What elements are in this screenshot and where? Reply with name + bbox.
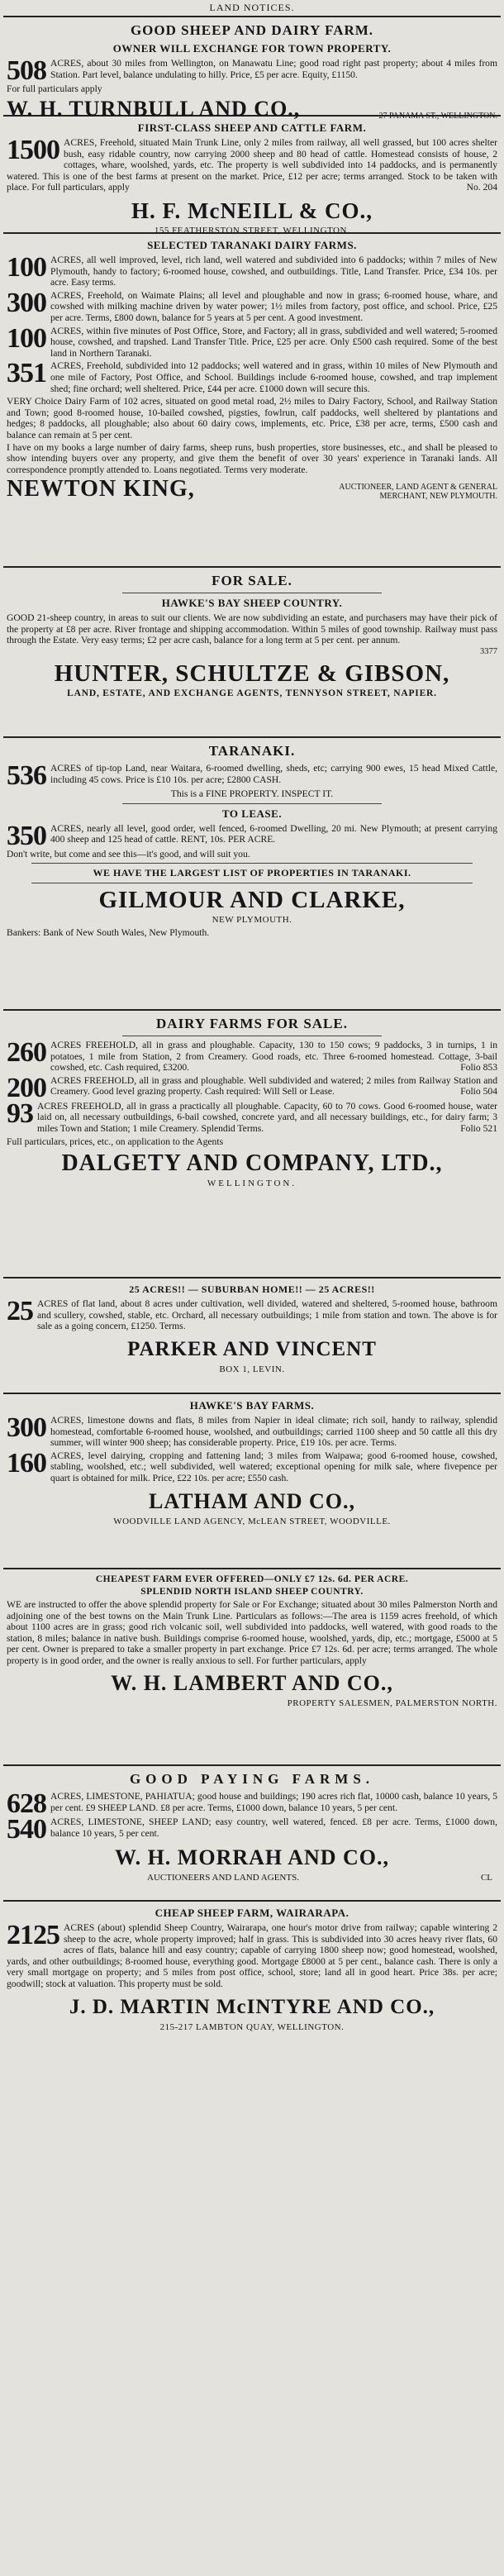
listing-text: ACRES, all well improved, level, rich land, well watered and subdivided into 6 paddocks; within 7 miles of New Plymouth, handy to factory; 6-roomed house, cowshed, and outbuildings. Title, Land Transfer. Price, £34 10s. per acre. Easy terms. xyxy=(50,255,497,288)
firm-name: LATHAM AND CO., xyxy=(149,1488,355,1513)
firm-name: PARKER AND VINCENT xyxy=(127,1337,377,1360)
ad-title: TARANAKI. xyxy=(208,743,296,759)
acreage-figure: 25 xyxy=(7,1296,33,1326)
acreage-figure: 160 xyxy=(7,1447,46,1478)
acreage-figure: 93 xyxy=(7,1098,33,1129)
listing xyxy=(7,137,497,193)
folio-ref: Folio 853 xyxy=(460,1062,497,1074)
ad-title: GOOD SHEEP AND DAIRY FARM. xyxy=(130,22,374,38)
listing xyxy=(7,252,497,288)
acreage-figure: 351 xyxy=(7,358,46,389)
ad-title: HAWKE'S BAY FARMS. xyxy=(189,1399,315,1412)
firm-address: NEW PLYMOUTH. xyxy=(212,915,292,926)
ad-title: 25 ACRES!! — SUBURBAN HOME!! — 25 ACRES!! xyxy=(129,1283,375,1295)
divider xyxy=(122,803,382,804)
acreage-figure: 100 xyxy=(7,252,46,283)
firm-name: GILMOUR AND CLARKE, xyxy=(98,887,406,914)
listing-note: Don't write, but come and see this—it's good, and will suit you. xyxy=(7,848,250,859)
listing xyxy=(7,360,497,394)
listing-text: ACRES, within five minutes of Post Office, Store, and Factory; all in grass, subdivided and well watered; 5-roomed house, cowshed, and trapshed. Land Transfer Title. Price, £25 per acre. Only £500 cash required. Some of the best land in Northern Taranaki. xyxy=(50,325,497,359)
listing-text: ACRES FREEHOLD, all in grass and ploughable. Capacity, 130 to 150 cows; 9 paddocks, 3 in turnips, 1 in potatoes, 1 mile from Station, 2 from Creamery. Good roads, etc. Three 6-roomed homestead. Cottage, 3-bail cowshed, etc. Cash required, £3200. xyxy=(50,1040,497,1074)
ad-title: FOR SALE. xyxy=(212,573,292,588)
listing xyxy=(7,287,497,324)
bankers-line: Bankers: Bank of New South Wales, New Plymouth. xyxy=(7,927,210,939)
firm-footer xyxy=(7,1873,497,1883)
ad-title: CHEAPEST FARM EVER OFFERED—ONLY £7 12s. 6d. PER ACRE. xyxy=(95,1574,409,1584)
listing-text: ACRES (about) splendid Sheep Country, Wairarapa, one hour's motor drive from railway; capable wintering 2 sheep to the acre, whole property improved; half in grass. This is subdivided into 30 acres heavy river flats, 60 acres of flats, balance hill and easy country; capable of carrying 1800 sheep now; good homestead, woolshed, yards, and other outbuildings; 8-roomed house, everything good. Mortgage £8000 at 5 per cent., balance cash. There is only a very small mortgage on property; and 5 miles from post office, school, store; land all in good heart. Price 38s. per acre; goodwill; stock at valuation. This property must be sold. xyxy=(7,1922,497,1989)
listing-text: ACRES FREEHOLD, all in grass a practically all ploughable. Capacity, 60 to 70 cows. Good 6-roomed house, water laid on, all necessary outbuildings, 6-bail cowshed, concrete yard, and all necessary buildings, etc., for dairy farm; 3 miles Town and Station; 1 mile Creamery. Splendid Terms. xyxy=(37,1100,497,1134)
listing xyxy=(7,1412,497,1449)
firm-name: W. H. MORRAH AND CO., xyxy=(114,1845,390,1869)
folio-ref: No. 204 xyxy=(466,182,497,193)
firm-name: DALGETY AND COMPANY, LTD., xyxy=(61,1150,443,1177)
listing xyxy=(7,322,497,359)
newspaper-page xyxy=(2,0,502,2057)
banner: WE HAVE THE LARGEST LIST OF PROPERTIES IN TARANAKI. xyxy=(93,867,411,879)
ad-title: CHEAP SHEEP FARM, WAIRARAPA. xyxy=(155,1907,349,1919)
firm-name: W. H. LAMBERT AND CO., xyxy=(111,1670,393,1695)
listing-text: ACRES FREEHOLD, all in grass and ploughable. Well subdivided and watered; 2 miles from Railway Station and Creamery. Good level grazing property. Cash required: Will Sell or Lease. xyxy=(50,1074,497,1098)
listing-text: ACRES, LIMESTONE, SHEEP LAND; easy country, well watered, fenced. £8 per acre. Terms, £1000 down, balance 10 years, 5 per cent. xyxy=(50,1817,497,1839)
acreage-figure: 1500 xyxy=(7,135,59,165)
firm-block xyxy=(7,98,497,121)
listing xyxy=(7,760,497,791)
acreage-figure: 628 xyxy=(7,1788,46,1819)
firm-address: 27 PANAMA ST., WELLINGTON. xyxy=(378,111,497,121)
ad-title: FIRST-CLASS SHEEP AND CATTLE FARM. xyxy=(137,121,367,134)
page-header: LAND NOTICES. xyxy=(209,2,295,13)
ad-subtitle: OWNER WILL EXCHANGE FOR TOWN PROPERTY. xyxy=(112,42,392,55)
ad-title: GOOD PAYING FARMS. xyxy=(129,1771,375,1787)
ad-mcneill xyxy=(3,115,501,236)
listing-note: This is a FINE PROPERTY. INSPECT IT. xyxy=(170,788,334,799)
firm-address: AUCTIONEER, LAND AGENT & GENERAL MERCHANT, NEW PLYMOUTH. xyxy=(339,483,497,502)
listing xyxy=(7,1298,497,1332)
column-tag: CL xyxy=(480,1873,492,1883)
listing-text: ACRES, nearly all level, good order, well fenced, 6-roomed Dwelling, 20 mi. New Plymouth; at present carrying 400 sheep and 125 head of cattle. RENT, 10s. PER ACRE. xyxy=(50,822,497,845)
firm-block xyxy=(7,478,497,501)
ad-title: DAIRY FARMS FOR SALE. xyxy=(156,1016,348,1031)
acreage-figure: 2125 xyxy=(7,1920,59,1950)
listing-extra: I have on my books a large number of dairy farms, sheep runs, bush properties, store businesses, etc., and shall be pleased to show intending buyers over any property, and give them the benefit of over 30 years' experience in Taranaki lands. All correspondence promptly attended to. Loans negotiated. Terms very moderate. xyxy=(7,441,497,475)
listing-text: ACRES, about 30 miles from Wellington, on Manawatu Line; good road right past property; about 4 miles from Station. Part level, balance undulating to hilly. Price, £5 per acre. Equity, £1150. xyxy=(50,58,497,80)
listing-text: ACRES, LIMESTONE, PAHIATUA; good house and buildings; 190 acres rich flat, 10000 cash, balance 10 years, 5 per cent. £9 SHEEP LAND. £8 per acre. Terms, £1000 down, balance 10 years, 5 per cent. xyxy=(50,1791,497,1813)
listing xyxy=(7,55,497,86)
listing xyxy=(7,1814,497,1845)
acreage-figure: 300 xyxy=(7,1412,46,1443)
listing xyxy=(7,1072,497,1103)
firm-address: BOX 1, LEVIN. xyxy=(219,1364,285,1374)
acreage-figure: 300 xyxy=(7,287,46,318)
listing-text: ACRES, Freehold, on Waimate Plains; all level and ploughable and now in grass; 6-roomed house, whare, and cowshed with milking machine driven by water power; 1½ miles from factory, post office, and school. Price, £25 per acre. Terms, £800 down, balance for 5 years at 5 per cent. A good investment. xyxy=(50,289,497,323)
acreage-figure: 350 xyxy=(7,820,46,851)
divider xyxy=(31,863,473,864)
acreage-figure: 260 xyxy=(7,1037,46,1068)
listing xyxy=(7,820,497,851)
folio-ref: Folio 521 xyxy=(460,1122,497,1134)
firm-address: 155 FEATHERSTON STREET, WELLINGTON. xyxy=(154,225,350,236)
firm-address: WELLINGTON. xyxy=(207,1178,297,1189)
ad-subtitle: TO LEASE. xyxy=(221,807,283,820)
ad-gilmour-clarke xyxy=(3,736,501,1009)
ad-title: SELECTED TARANAKI DAIRY FARMS. xyxy=(147,239,357,251)
ad-turnbull xyxy=(3,16,501,121)
firm-name: HUNTER, SCHULTZE & GIBSON, xyxy=(54,659,450,687)
firm-address: WOODVILLE LAND AGENCY, McLEAN STREET, WOODVILLE. xyxy=(113,1516,391,1526)
acreage-figure: 540 xyxy=(7,1814,46,1845)
firm-name: H. F. McNEILL & CO., xyxy=(131,198,373,223)
ad-latham xyxy=(3,1393,501,1568)
ad-newton-king xyxy=(3,232,501,566)
firm-name: J. D. MARTIN McINTYRE AND CO., xyxy=(69,1995,435,2018)
listing xyxy=(7,1788,497,1819)
listing-note: For full particulars apply xyxy=(7,83,102,94)
listing xyxy=(7,1922,497,1990)
acreage-figure: 508 xyxy=(7,55,46,86)
listing xyxy=(7,1098,497,1135)
listing-text: ACRES, limestone downs and flats, 8 miles from Napier in ideal climate; rich soil, handy to railway, splendid homestead, comfortable 6-roomed house, woolshed, and outbuildings; carried 1100 sheep and 50 cattle all this dry summer, will winter 900 sheep; has considerable property. Price, £19 10s. per acre. Terms. xyxy=(50,1415,497,1449)
ad-subtitle: SPLENDID NORTH ISLAND SHEEP COUNTRY. xyxy=(140,1587,364,1597)
listing-text: ACRES of flat land, about 8 acres under cultivation, well divided, watered and sheltered, 5-roomed house, bathroom and scullery, cowshed, stable, etc. Orchard, all necessary outbuildings; 1 mile from station and town. The above is for sale as a going concern, £1250. Terms. xyxy=(37,1298,497,1332)
ad-dalgety xyxy=(3,1009,501,1277)
ad-parker-vincent xyxy=(3,1277,501,1393)
ad-lambert xyxy=(3,1568,501,1764)
acreage-figure: 100 xyxy=(7,322,46,354)
listing xyxy=(7,1447,497,1484)
listing-text: WE are instructed to offer the above splendid property for Sale or For Exchange; situated about 30 miles Palmerston North and adjoining one of the best towns on the Main Trunk Line. Particulars as follows:—The area is 1159 acres freehold, of which about 1100 acres are in grass; good rich volcanic soil, well subdivided into paddocks, well watered, with good roads to the station, 8 miles; balance in native bush. Buildings comprise 6-roomed house, woolshed, yards, dip, etc.; mortgage, £5000 at 5 per cent. Owner is prepared to take a smaller property in part exchange. Price £7 12s. 6d. per acre; terms arranged. The whole property is in good order, and the owner is really anxious to sell. For further particulars, apply xyxy=(7,1599,497,1666)
firm-address: 215-217 LAMBTON QUAY, WELLINGTON. xyxy=(159,2021,345,2032)
listing-extra: VERY Choice Dairy Farm of 102 acres, situated on good metal road, 2½ miles to Dairy Factory, School, and Railway Station and Town; good 8-roomed house, 10-bailed cowshed, pigsties, fowlrun, calf paddocks, well sheltered by plantations and hedges; 8 paddocks, all ploughable; also about 60 dairy cows, implements, etc. Price, £38 per acre, terms, £500 cash and balance can remain at 5 per cent. xyxy=(7,396,497,440)
listing-text: ACRES, Freehold, subdivided into 12 paddocks; well watered and in grass, within 10 miles of New Plymouth and one mile of Factory, Post Office, and School. Buildings include 6-roomed house, cowshed, and trap implement shed; fine orchard; well sheltered. Price, £44 per acre. £1000 down will secure this. xyxy=(50,360,497,394)
listing-text: ACRES of tip-top Land, near Waitara, 6-roomed dwelling, sheds, etc; carrying 900 ewes, 15 head Mixed Cattle, including 45 cows. Price is £10 10s. per acre; £2800 CASH. xyxy=(50,763,497,785)
listing xyxy=(7,1037,497,1074)
folio-ref: Folio 504 xyxy=(460,1086,497,1098)
acreage-figure: 536 xyxy=(7,760,46,791)
firm-address: AUCTIONEERS AND LAND AGENTS. xyxy=(147,1873,299,1883)
ad-hunter-schultze xyxy=(3,566,501,736)
firm-address: PROPERTY SALESMEN, PALMERSTON NORTH. xyxy=(287,1697,497,1708)
firm-name: NEWTON KING, xyxy=(7,476,195,502)
listing-text: ACRES, Freehold, situated Main Trunk Line, only 2 miles from railway, all well grassed, but 100 acres shelter bush, easy ridable country, now carrying 2000 sheep and 80 head of cattle. Homestead consists of house, 2 cottages, whare, woolshed, yards, etc. The property is well subdivided into 14 paddocks, and is permanently watered. This is one of the best farms at present on the market. Price, £12 per acre; terms arranged. Stock to be taken with place. For full particulars, apply xyxy=(7,137,497,193)
acreage-figure: 200 xyxy=(7,1072,46,1103)
ad-martin-mcintyre xyxy=(3,1900,501,2057)
listing-text: ACRES, level dairying, cropping and fattening land; 3 miles from Waipawa; good 6-roomed house, cowshed, stabling, woolshed, etc.; well subdivided, well watered; exceptional opening for milk sale, where fivepence per quart is obtained for milk. Price, £22 10s. per acre; £550 cash. xyxy=(50,1450,497,1483)
firm-address: LAND, ESTATE, AND EXCHANGE AGENTS, TENNYSON STREET, NAPIER. xyxy=(67,688,437,698)
listing-text: GOOD 21-sheep country, in areas to suit our clients. We are now subdividing an estate, and purchasers may have their pick of the property at £8 per acre. River frontage and shipping accommodation. Within 5 miles of good township. Railway must pass through the Estate. Very easy terms; £2 per acre cash, balance for a long term at 5 per cent. per annum. xyxy=(7,612,497,646)
firm-name: W. H. TURNBULL AND CO., xyxy=(7,96,301,121)
folio-ref: 3377 xyxy=(480,646,497,656)
ad-morrah xyxy=(3,1764,501,1900)
ad-subtitle: HAWKE'S BAY SHEEP COUNTRY. xyxy=(161,597,343,609)
listing-note: Full particulars, prices, etc., on application to the Agents xyxy=(7,1136,224,1147)
